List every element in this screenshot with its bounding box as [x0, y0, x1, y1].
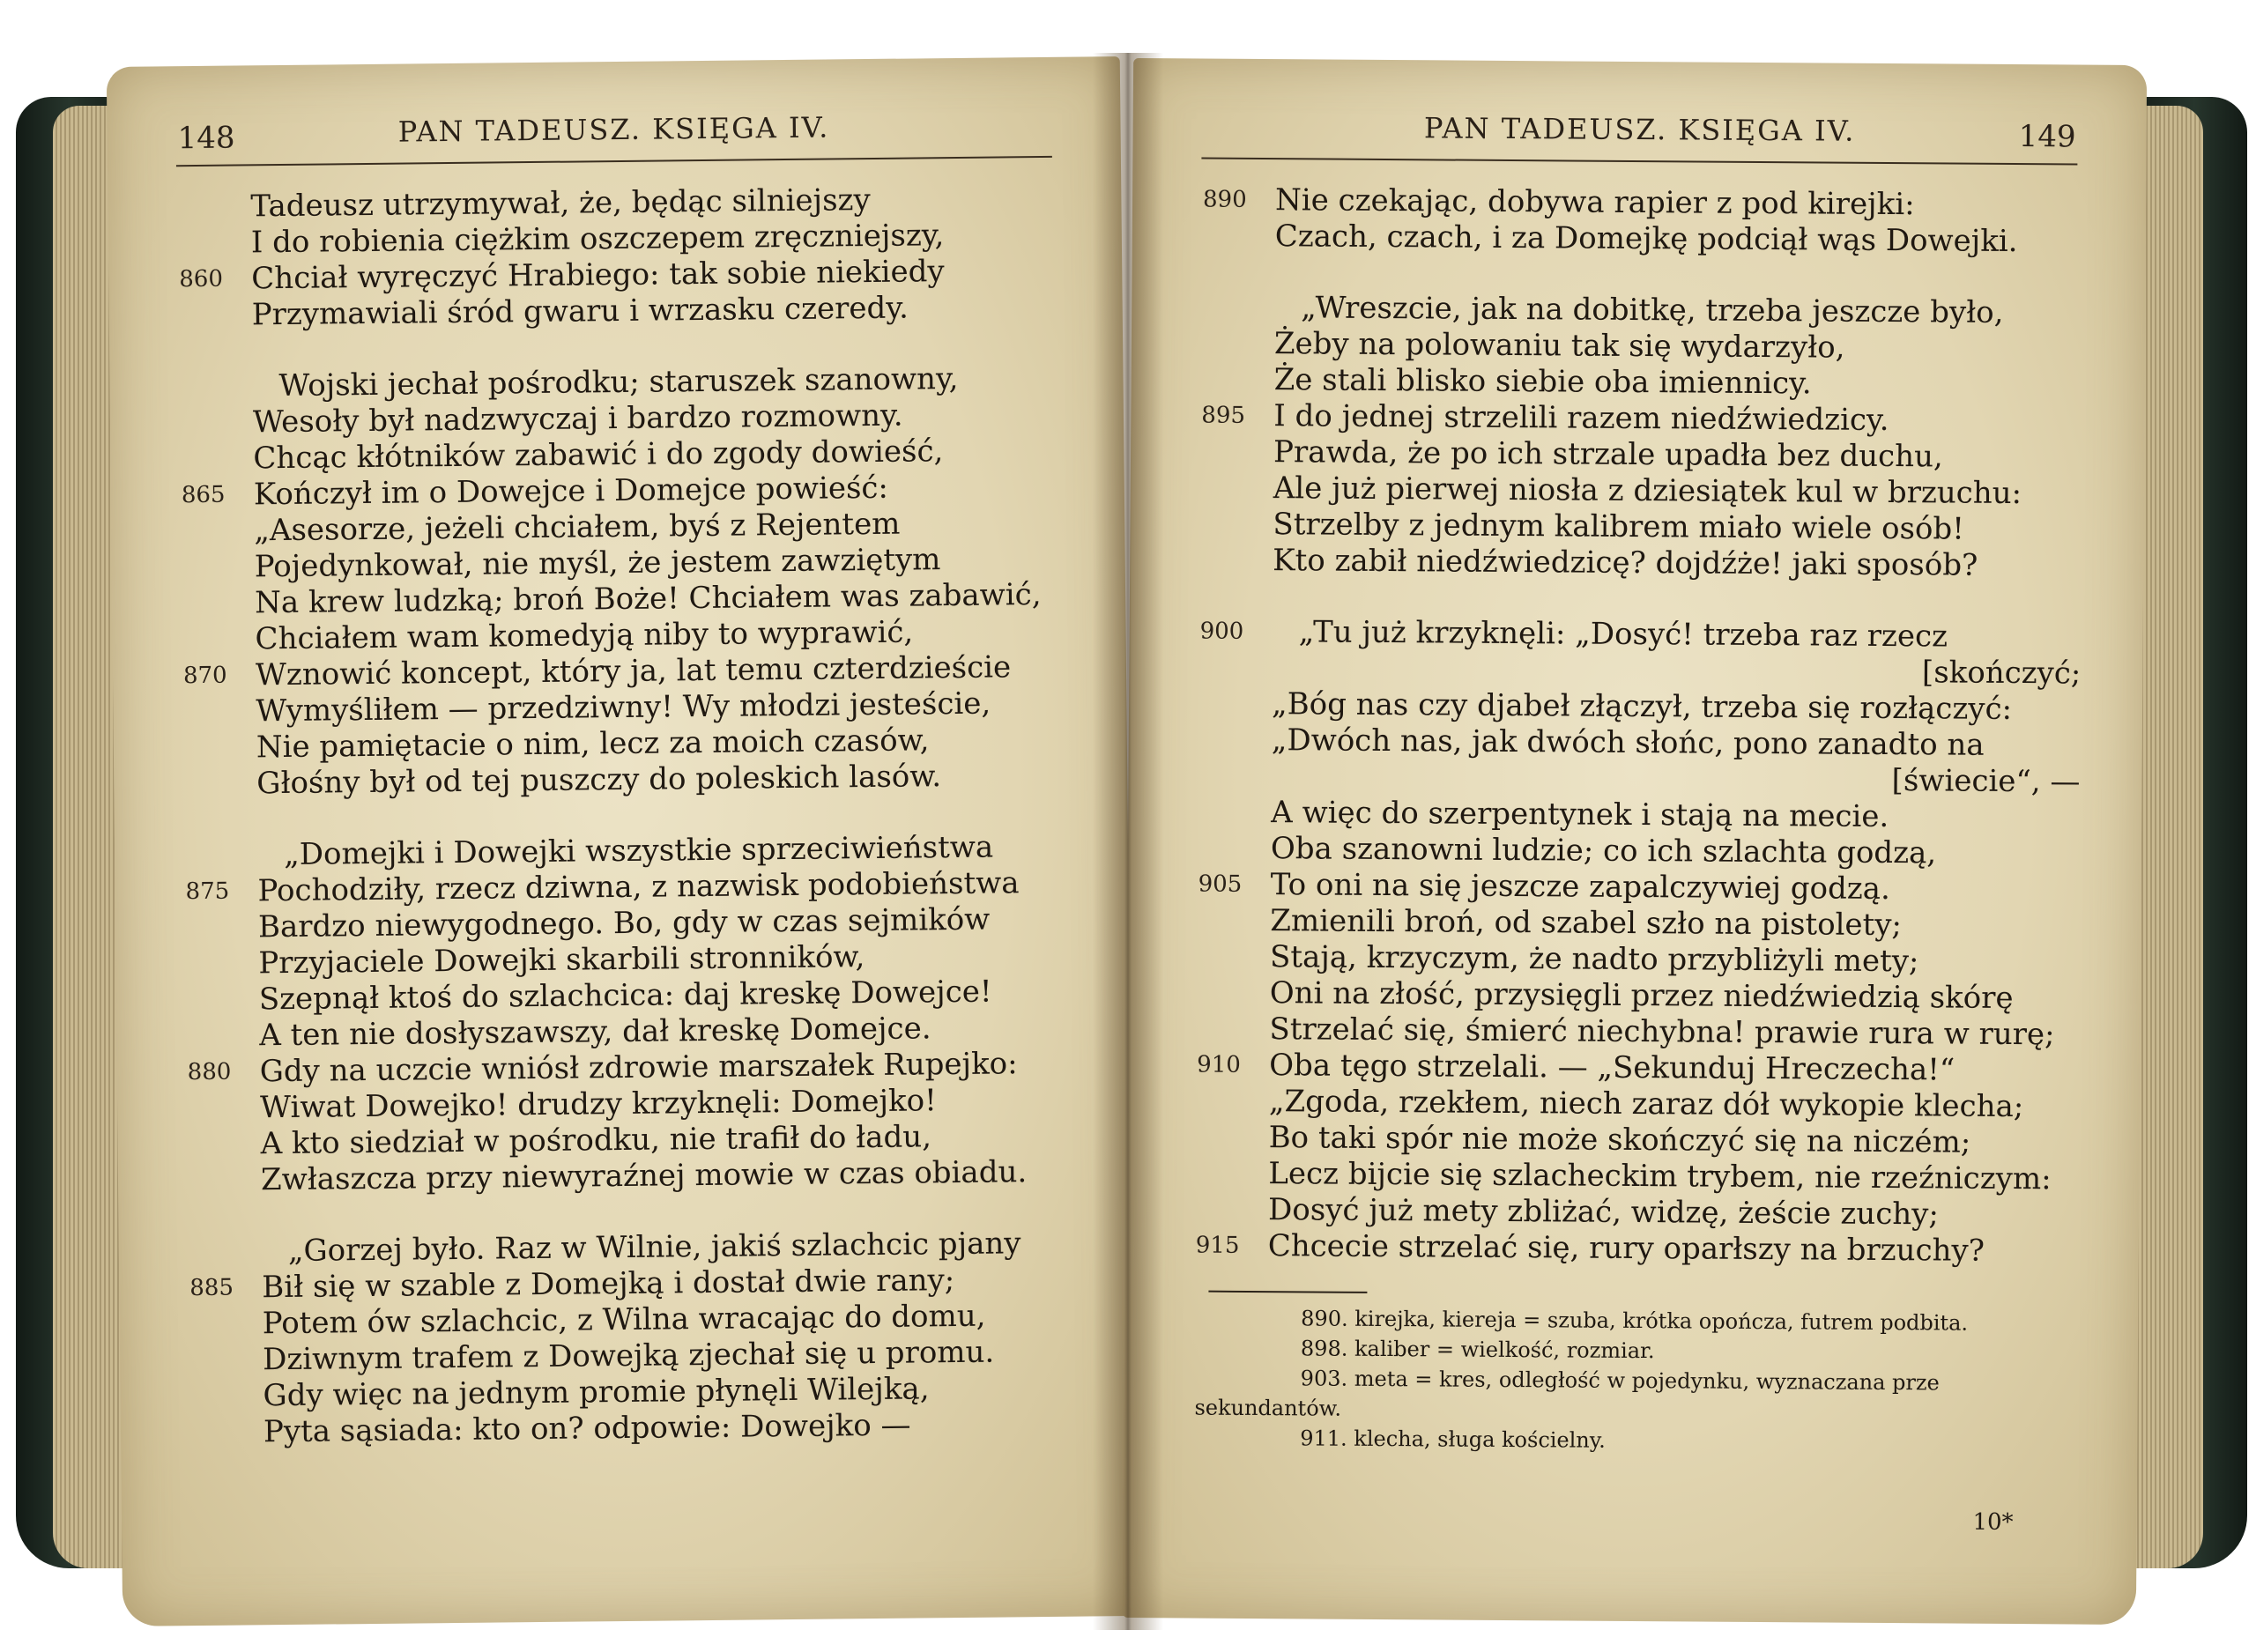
line-number: [184, 766, 246, 767]
line-number: 865: [181, 481, 226, 509]
verse-text: Chciałem wam komedyją niby to wyprawić,: [255, 614, 914, 657]
verse-line: [1201, 434, 2091, 477]
line-number: 900: [1199, 618, 1244, 645]
verse-text: [skończyć;: [1921, 655, 2082, 692]
line-number: [190, 1342, 252, 1343]
verse-line: [1203, 219, 2093, 261]
verse-text: A ten nie dosłyszawszy, dał kreskę Domejce.: [259, 1011, 931, 1054]
running-header: PAN TADEUSZ. KSIĘGA IV.: [397, 110, 830, 149]
verse-text: Dosyć już mety zbliżać, widzę, żeście zuchy;: [1267, 1192, 1940, 1233]
verse-line: [1203, 182, 2093, 225]
verse-text: Zwłaszcza przy niewyraźnej mowie w czas obiadu.: [260, 1154, 1028, 1198]
verse-text: A kto siedział w pośrodku, nie trafił do ładu,: [260, 1119, 932, 1162]
verse-line: [1200, 614, 2090, 656]
verse-line: [1200, 507, 2090, 549]
book-gutter: [1093, 53, 1163, 1630]
verse-line: [1198, 795, 2089, 837]
verse-text: „Zgoda, rzekłem, niech zaraz dół wykopie klecha;: [1268, 1084, 2024, 1125]
line-number: 875: [185, 878, 230, 906]
verse-text: [świecie“, —: [1891, 763, 2081, 800]
line-number: 890: [1202, 186, 1247, 213]
line-number: [190, 1306, 252, 1307]
verse-line: [1197, 1048, 2087, 1090]
verse-text: Wiwat Dowejko! drudzy krzyknęli: Domejko!: [259, 1083, 938, 1126]
line-number: [182, 621, 244, 622]
verse-line: [1201, 470, 2091, 513]
verse-text: Na krew ludzką; broń Boże! Chciałem was zabawić,: [254, 576, 1042, 621]
verse-text: Czach, czach, i za Domejkę podciął wąs Dowejki.: [1274, 219, 2018, 260]
header-rule: [1201, 158, 2077, 166]
verse-text: Wymyśliłem — przedziwny! Wy młodzi jesteście,: [256, 685, 991, 730]
verse-line: [1197, 1011, 2087, 1054]
verse-line: [1198, 759, 2089, 801]
verse-text: Głośny był od tej puszczy do poleskich lasów.: [256, 759, 942, 802]
page-number: 148: [177, 120, 235, 157]
verse-text: „Dwóch nas, jak dwóch słońc, pono zanadto na: [1271, 722, 1985, 763]
verse-text: Pyta sąsiada: kto on? odpowie: Dowejko —: [263, 1407, 911, 1450]
footnotes: [1194, 1303, 2085, 1459]
line-number: [189, 1162, 250, 1163]
line-number: [187, 1018, 249, 1019]
line-number: 885: [189, 1274, 234, 1302]
line-number: [191, 1414, 253, 1415]
verse-line: [1198, 939, 2088, 982]
verse-text: Oba szanowni ludzie; co ich szlachta godzą,: [1270, 831, 1937, 871]
verse-line: [1199, 686, 2089, 729]
signature-mark: 10*: [1972, 1508, 2014, 1537]
line-number: 905: [1198, 870, 1243, 898]
verse-text: Gdy na uczcie wniósł zdrowie marszałek Rupejko:: [259, 1046, 1018, 1090]
verse-text: Pojedynkował, nie myśl, że jestem zawziętym: [254, 542, 941, 585]
verse-text: I do jednej strzelili razem niedźwiedzicy.: [1273, 398, 1889, 439]
verse-line: [1201, 398, 2091, 441]
verse-text: Chcecie strzelać się, rury oparłszy na brzuchy?: [1267, 1228, 1985, 1269]
footnote: 890. kirejka, kiereja = szuba, krótka opończa, futrem podbita.: [1301, 1306, 1969, 1336]
verse-text: I do robienia ciężkim oszczepem zręczniejszy,: [250, 218, 945, 261]
verse-text: Tadeusz utrzymywał, że, będąc silniejszy: [250, 182, 871, 225]
verse-text: Chcąc kłótników zabawić i do zgody dowieść,: [253, 433, 944, 477]
left-page: [107, 56, 1136, 1626]
verse-text: Kto zabił niedźwiedzicę? dojdźże! jaki sposób?: [1273, 543, 1978, 583]
verse-text: Wojski jechał pośrodku; staruszek szanowny,: [278, 360, 959, 404]
line-number: [179, 225, 241, 226]
verse-text: „Wreszcie, jak na dobitkę, trzeba jeszcze było,: [1301, 290, 2004, 330]
line-number: [188, 1126, 249, 1127]
verse-text: „Bóg nas czy djabeł złączył, trzeba się rozłączyć:: [1271, 686, 2013, 727]
verse-text: Strzelby z jednym kalibrem miało wiele osób!: [1273, 507, 1965, 547]
verse-text: Ale już pierwej niosła z dziesiątek kul w brzuchu:: [1273, 470, 2022, 512]
line-number: [180, 368, 241, 369]
verse-line: [1199, 722, 2089, 765]
verse-line: [1198, 831, 2089, 873]
verse-text: Prawda, że po ich strzale upadła bez duchu,: [1273, 434, 1943, 475]
verse-line: [1196, 1120, 2086, 1162]
verse-text: To oni na się jeszcze zapalczywiej godzą.: [1270, 867, 1890, 907]
line-number: [185, 837, 247, 838]
line-number: [189, 1233, 251, 1234]
running-header: PAN TADEUSZ. KSIĘGA IV.: [1423, 111, 1856, 148]
verse-text: Że stali blisko siebie oba imiennicy.: [1273, 362, 1812, 402]
line-number: 910: [1197, 1051, 1241, 1078]
line-number: [181, 404, 242, 405]
verse-text: Gdy więc na jednym promie płynęli Wilejką,: [263, 1371, 930, 1414]
verse-line: [1198, 903, 2088, 945]
verse-text: Zmienili broń, od szabel szło na pistolety;: [1270, 903, 1903, 944]
verse-text: Potem ów szlachcic, z Wilna wracając do domu,: [262, 1298, 986, 1342]
verse-line: [1202, 326, 2092, 368]
verse-line: [1198, 975, 2088, 1018]
verse-line: [1196, 1192, 2086, 1234]
verse-text: Wznowić koncept, który ja, lat temu czterdzieście: [255, 649, 1012, 693]
verse-text: Nie czekając, dobywa rapier z pod kirejki:: [1274, 182, 1915, 223]
verse-text: Bardzo niewygodnego. Bo, gdy w czas sejmików: [257, 901, 991, 945]
verse-block: [1196, 182, 2094, 1270]
verse-text: „Gorzej było. Raz w Wilnie, jakiś szlachcic pjany: [287, 1226, 1021, 1269]
verse-text: Wesoły był nadzwyczaj i bardzo rozmowny.: [252, 397, 903, 441]
verse-text: Dziwnym trafem z Dowejką zjechał się u promu.: [262, 1334, 995, 1378]
line-number: [183, 693, 245, 694]
line-number: [186, 909, 248, 910]
verse-text: Przymawiali śród gwaru i wrzasku czeredy.: [251, 290, 909, 333]
footnote: 911. klecha, sługa kościelny.: [1300, 1426, 1606, 1453]
verse-line: [1200, 543, 2090, 585]
verse-line: [1199, 650, 2089, 693]
line-number: [180, 297, 241, 298]
verse-text: Bił się w szable z Domejką i dostał dwie rany;: [262, 1263, 955, 1306]
verse-text: Strzelać się, śmierć niechybna! prawie rura w rurę;: [1269, 1011, 2055, 1053]
verse-text: Stają, krzyczym, że nadto przybliżyli mety;: [1269, 939, 1919, 980]
footnote: 898. kaliber = wielkość, rozmiar.: [1300, 1336, 1655, 1364]
line-number: 895: [1201, 402, 1246, 429]
line-number: [190, 1378, 252, 1379]
line-number: [182, 585, 244, 586]
verse-line: [1198, 867, 2089, 909]
right-page: [1123, 58, 2147, 1625]
footnote: sekundantów.: [1194, 1395, 1342, 1421]
verse-text: Nie pamiętacie o nim, lecz za moich czasów,: [256, 722, 930, 766]
verse-text: Szepnął ktoś do szlachcica: daj kreskę Dowejce!: [258, 974, 992, 1018]
verse-text: Oni na złość, przysięgli przez niedźwiedzią skórę: [1269, 975, 2014, 1017]
line-number: [186, 945, 248, 946]
verse-text: Przyjaciele Dowejki skarbili stronników,: [258, 939, 865, 982]
verse-text: „Domejki i Dowejki wszystkie sprzeciwieństwa: [283, 829, 994, 873]
verse-text: „Tu już krzyknęli: „Dosyć! trzeba raz rzecz: [1298, 614, 1948, 655]
line-number: 860: [179, 265, 224, 293]
line-number: [188, 1090, 249, 1091]
verse-line: [1196, 1156, 2086, 1198]
verse-line: [1197, 1084, 2087, 1126]
verse-text: Oba tęgo strzelali. — „Sekunduj Hreczecha!“: [1269, 1048, 1955, 1088]
verse-text: Chciał wyręczyć Hrabiego: tak sobie niekiedy: [251, 254, 945, 297]
line-number: 915: [1195, 1232, 1240, 1259]
footnote: 903. meta = kres, odległość w pojedynku, wyznaczana prze: [1300, 1366, 1940, 1396]
verse-text: Pochodziły, rzecz dziwna, z nazwisk podobieństwa: [257, 865, 1020, 909]
line-number: [182, 513, 243, 514]
footnote-rule: [1208, 1291, 1367, 1293]
verse-line: [1202, 290, 2092, 332]
verse-text: Lecz bijcie się szlacheckim trybem, nie rzeźniczym:: [1268, 1156, 2052, 1197]
line-number: [182, 549, 244, 550]
header-rule: [176, 156, 1052, 167]
verse-text: A więc do szerpentynek i stają na mecie.: [1271, 795, 1889, 835]
verse-line: [1202, 362, 2092, 404]
verse-text: Kończył im o Dowejce i Domejce powieść:: [253, 470, 889, 513]
line-number: 870: [182, 662, 227, 690]
line-number: 880: [187, 1058, 232, 1086]
verse-line: [1196, 1228, 2086, 1270]
verse-text: „Asesorze, jeżeli chciałem, byś z Rejentem: [254, 506, 901, 549]
page-number: 149: [2018, 119, 2076, 155]
verse-text: Bo taki spór nie może skończyć się na niczém;: [1268, 1120, 1971, 1160]
verse-text: Żeby na polowaniu tak się wydarzyło,: [1273, 326, 1845, 366]
verse-block: [178, 181, 1081, 1451]
